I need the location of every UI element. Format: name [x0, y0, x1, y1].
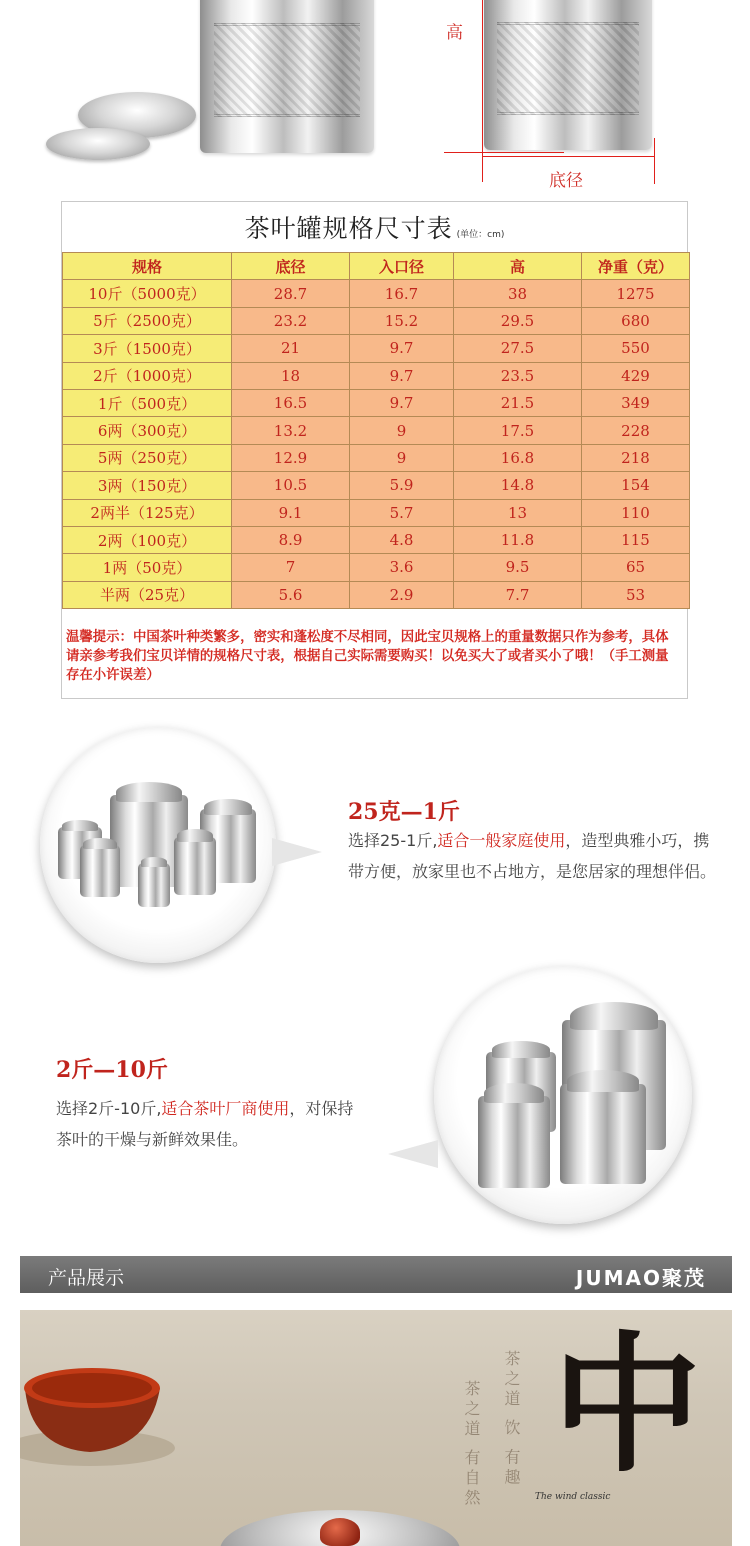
table-cell: 4.8 [350, 526, 454, 553]
table-cell: 半两（25克） [63, 581, 232, 608]
table-row [63, 335, 690, 362]
teacup-image [20, 1348, 190, 1468]
table-row [63, 417, 690, 444]
spec-table-body [63, 280, 690, 609]
header-spec: 规格 [63, 253, 232, 280]
table-cell: 23.2 [232, 307, 350, 334]
mini-can [80, 845, 120, 897]
callout-pointer [272, 838, 322, 866]
table-cell: 13.2 [232, 417, 350, 444]
table-cell: 1两（50克） [63, 554, 232, 581]
table-cell: 12.9 [232, 444, 350, 471]
table-cell: 218 [582, 444, 690, 471]
height-dimension-line [482, 0, 483, 182]
table-row [63, 362, 690, 389]
table-cell: 29.5 [454, 307, 582, 334]
small-cans-photo [40, 727, 276, 963]
mini-can [560, 1084, 646, 1184]
warm-tip-note: 温馨提示：中国茶叶种类繁多，密实和蓬松度不尽相同，因此宝贝规格上的重量数据只作为参考，具体请亲参考我们宝贝详情的规格尺寸表，根据自己实际需要购买！以免买大了或者买小了哦！（手工测量存在小许误差） [66, 630, 669, 683]
table-cell: 9.7 [350, 389, 454, 416]
table-row [63, 444, 690, 471]
table-row [63, 499, 690, 526]
unit-note: (单位：cm) [456, 230, 505, 240]
large-size-description: 选择2斤-10斤,适合茶叶厂商使用，对保持茶叶的干燥与新鲜效果佳。 [56, 1099, 354, 1149]
header-mouth-diameter: 入口径 [350, 253, 454, 280]
table-row [63, 472, 690, 499]
table-cell: 2两半（125克） [63, 499, 232, 526]
table-cell: 10斤（5000克） [63, 280, 232, 307]
calligraphy-english: The wind classic [535, 1492, 611, 1502]
table-cell: 16.8 [454, 444, 582, 471]
table-cell: 7.7 [454, 581, 582, 608]
table-cell: 110 [582, 499, 690, 526]
table-cell: 1斤（500克） [63, 389, 232, 416]
table-cell: 115 [582, 526, 690, 553]
table-cell: 17.5 [454, 417, 582, 444]
table-cell: 10.5 [232, 472, 350, 499]
table-cell: 5两（250克） [63, 444, 232, 471]
table-cell: 16.5 [232, 389, 350, 416]
can-lid-small [46, 128, 150, 160]
height-label: 高 [446, 23, 463, 43]
calligraphy-text: 茶之道 有自然 [462, 1380, 481, 1510]
base-right-line [654, 138, 655, 184]
table-cell: 3两（150克） [63, 472, 232, 499]
spec-table-title: 茶叶罐规格尺寸表 (单位：cm) [244, 214, 505, 243]
mini-can [478, 1096, 550, 1188]
tea-can-right [484, 0, 652, 150]
brand-logo: JUMAO聚茂 [575, 1266, 706, 1290]
table-row [63, 307, 690, 334]
calligraphy-big-character: 中 [551, 1317, 702, 1493]
spec-table [62, 252, 690, 609]
table-cell: 6两（300克） [63, 417, 232, 444]
table-cell: 2.9 [350, 581, 454, 608]
calligraphy-text: 茶之道 饮 有趣 [502, 1350, 521, 1489]
table-cell: 65 [582, 554, 690, 581]
large-size-title: 2斤—10斤 [56, 1057, 168, 1083]
table-cell: 429 [582, 362, 690, 389]
product-display-label: 产品展示 [48, 1267, 125, 1289]
table-cell: 2两（100克） [63, 526, 232, 553]
table-cell: 5.6 [232, 581, 350, 608]
mini-can [138, 863, 170, 907]
table-row [63, 280, 690, 307]
table-header-row [63, 253, 690, 280]
spec-table-panel [61, 201, 688, 699]
base-dimension-line [482, 156, 654, 157]
table-cell: 13 [454, 499, 582, 526]
table-cell: 154 [582, 472, 690, 499]
table-row [63, 526, 690, 553]
header-base-diameter: 底径 [232, 253, 350, 280]
table-cell: 23.5 [454, 362, 582, 389]
tea-can-left [200, 0, 374, 153]
table-cell: 9.5 [454, 554, 582, 581]
lid-knob-image [320, 1518, 360, 1546]
table-cell: 9.1 [232, 499, 350, 526]
table-cell: 11.8 [454, 526, 582, 553]
table-cell: 16.7 [350, 280, 454, 307]
table-cell: 228 [582, 417, 690, 444]
table-cell: 680 [582, 307, 690, 334]
callout-pointer [388, 1140, 438, 1168]
table-row [63, 554, 690, 581]
table-cell: 27.5 [454, 335, 582, 362]
table-cell: 14.8 [454, 472, 582, 499]
table-cell: 21 [232, 335, 350, 362]
table-row [63, 389, 690, 416]
product-display-header [20, 1256, 732, 1293]
top-product-photo [0, 0, 750, 195]
table-cell: 5.7 [350, 499, 454, 526]
table-cell: 9.7 [350, 362, 454, 389]
header-net-weight: 净重（克） [582, 253, 690, 280]
product-banner-image [20, 1310, 732, 1546]
table-cell: 9 [350, 444, 454, 471]
large-cans-photo [434, 966, 692, 1224]
table-cell: 3斤（1500克） [63, 335, 232, 362]
small-size-title: 25克—1斤 [348, 799, 460, 825]
small-size-description: 选择25-1斤,适合一般家庭使用，造型典雅小巧，携带方便，放家里也不占地方，是您居家的理想伴侣。 [348, 831, 717, 881]
table-cell: 550 [582, 335, 690, 362]
table-cell: 21.5 [454, 389, 582, 416]
height-tick-line [444, 152, 564, 153]
table-cell: 2斤（1000克） [63, 362, 232, 389]
table-cell: 15.2 [350, 307, 454, 334]
base-diameter-label: 底径 [549, 171, 583, 191]
table-cell: 3.6 [350, 554, 454, 581]
table-cell: 28.7 [232, 280, 350, 307]
table-cell: 9.7 [350, 335, 454, 362]
table-cell: 5.9 [350, 472, 454, 499]
header-height: 高 [454, 253, 582, 280]
table-row [63, 581, 690, 608]
table-cell: 8.9 [232, 526, 350, 553]
table-cell: 38 [454, 280, 582, 307]
table-cell: 18 [232, 362, 350, 389]
table-cell: 1275 [582, 280, 690, 307]
table-cell: 9 [350, 417, 454, 444]
table-cell: 5斤（2500克） [63, 307, 232, 334]
mini-can [174, 837, 216, 895]
table-cell: 53 [582, 581, 690, 608]
table-cell: 349 [582, 389, 690, 416]
table-cell: 7 [232, 554, 350, 581]
